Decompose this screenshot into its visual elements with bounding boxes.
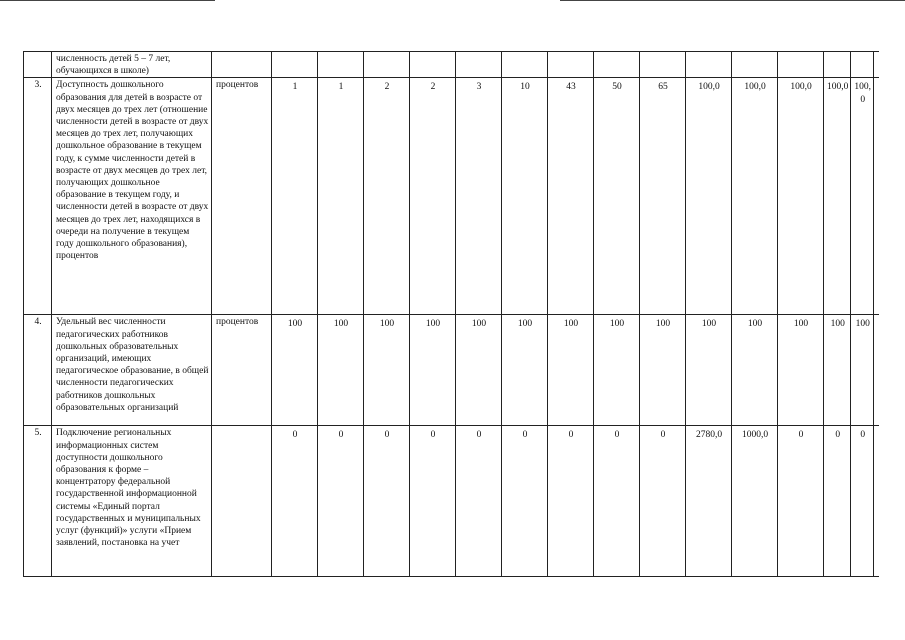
value-cell	[732, 52, 778, 78]
value-cell: 0	[318, 426, 364, 577]
value-cell: 0	[824, 426, 851, 577]
value-cell: 50	[594, 78, 640, 315]
page-top-rule-right	[560, 0, 905, 1]
value-cell: 100	[318, 315, 364, 426]
value-cell: 0	[851, 426, 874, 577]
value-cell: 1	[318, 78, 364, 315]
value-cell	[686, 52, 732, 78]
value-cell: 100	[594, 315, 640, 426]
value-cell: 1000,0	[732, 426, 778, 577]
indicator-description: численность детей 5 – 7 лет, обучающихся в школе)	[52, 52, 212, 78]
value-cell: 100,0	[824, 78, 851, 315]
indicator-description: Подключение региональных информационных систем доступности дошкольного образования к форме – концентратору федеральной государственной информационной системы «Единый портал государственных и муниципальных услуг (функций)» услуги «Прием заявлений, постановка на учет	[52, 426, 212, 577]
indicator-description: Доступность дошкольного образования для детей в возрасте от двух месяцев до трех лет (отношение численности детей в возрасте от двух месяцев до трех лет, получающих дошкольное образование в текущем году, к сумме численности детей в возрасте от двух месяцев до трех лет, получающих дошкольное образование в текущем году, и численности детей в возрасте от двух месяцев до трех лет, находящихся в очереди на получение в текущем году дошкольного образования), процентов	[52, 78, 212, 315]
table-row	[24, 52, 880, 78]
value-cell: 0	[548, 426, 594, 577]
value-cell: 0	[502, 426, 548, 577]
unit-cell	[212, 426, 272, 577]
value-cell: 100	[456, 315, 502, 426]
value-cell: 3	[456, 78, 502, 315]
value-cell	[824, 52, 851, 78]
table-row	[24, 78, 880, 315]
value-cell: 0	[272, 426, 318, 577]
value-cell: 100	[732, 315, 778, 426]
value-cell: 65	[640, 78, 686, 315]
value-cell	[272, 52, 318, 78]
row-number: 4.	[24, 315, 52, 426]
value-cell	[778, 52, 824, 78]
page-top-rule-left	[0, 0, 215, 1]
value-cell: 100	[778, 315, 824, 426]
value-cell	[502, 52, 548, 78]
indicator-description: Удельный вес численности педагогических работников дошкольных образовательных организаций, имеющих педагогическое образование, в общей численности педагогических работников дошкольных образовательных организаций	[52, 315, 212, 426]
empty-edge-cell	[874, 78, 880, 315]
value-cell: 100	[851, 315, 874, 426]
table-row	[24, 426, 880, 577]
value-cell: 0	[410, 426, 456, 577]
value-cell: 0	[456, 426, 502, 577]
value-cell	[456, 52, 502, 78]
value-cell: 2780,0	[686, 426, 732, 577]
value-cell: 100	[640, 315, 686, 426]
value-cell: 0	[640, 426, 686, 577]
value-cell: 43	[548, 78, 594, 315]
unit-cell	[212, 52, 272, 78]
table-row	[24, 315, 880, 426]
value-cell: 100	[502, 315, 548, 426]
unit-cell: процентов	[212, 78, 272, 315]
value-cell	[318, 52, 364, 78]
value-cell	[364, 52, 410, 78]
value-cell: 0	[364, 426, 410, 577]
value-cell	[640, 52, 686, 78]
value-cell: 1	[272, 78, 318, 315]
value-cell: 100	[410, 315, 456, 426]
value-cell	[410, 52, 456, 78]
empty-edge-cell	[874, 426, 880, 577]
value-cell: 100	[824, 315, 851, 426]
row-number: 3.	[24, 78, 52, 315]
value-cell: 2	[410, 78, 456, 315]
indicators-table	[23, 51, 879, 577]
value-cell: 10	[502, 78, 548, 315]
value-cell: 100	[548, 315, 594, 426]
value-cell: 100, 0	[851, 78, 874, 315]
value-cell: 0	[778, 426, 824, 577]
row-number	[24, 52, 52, 78]
value-cell: 100,0	[778, 78, 824, 315]
indicators-table-wrap	[23, 51, 879, 577]
value-cell: 100	[364, 315, 410, 426]
value-cell: 2	[364, 78, 410, 315]
value-cell: 0	[594, 426, 640, 577]
value-cell	[851, 52, 874, 78]
value-cell: 100,0	[732, 78, 778, 315]
value-cell: 100	[686, 315, 732, 426]
row-number: 5.	[24, 426, 52, 577]
value-cell: 100	[272, 315, 318, 426]
value-cell	[548, 52, 594, 78]
empty-edge-cell	[874, 52, 880, 78]
unit-cell: процентов	[212, 315, 272, 426]
empty-edge-cell	[874, 315, 880, 426]
value-cell: 100,0	[686, 78, 732, 315]
value-cell	[594, 52, 640, 78]
